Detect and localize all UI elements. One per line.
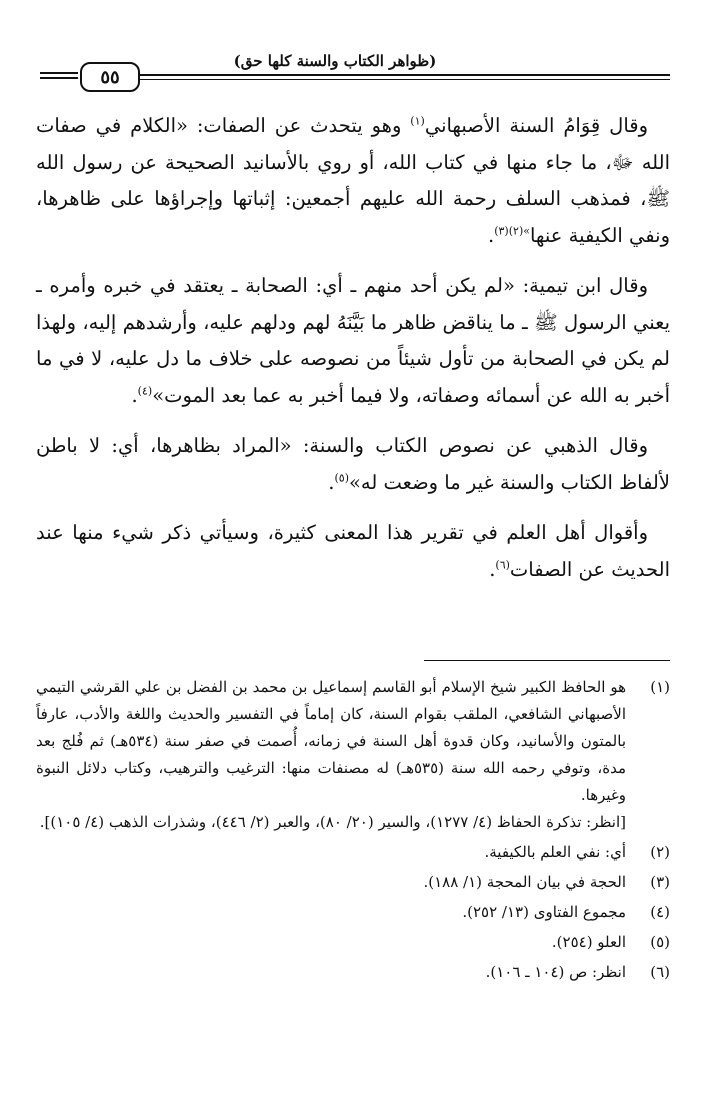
page-number-lines — [40, 72, 78, 82]
footnote-text: العلو (٢٥٤). — [551, 933, 626, 951]
paragraph-end: . — [488, 223, 495, 247]
header-rule-thin — [140, 79, 670, 80]
footnote-6 — [36, 959, 670, 986]
footnote-text: مجموع الفتاوى (١٣/ ٢٥٢). — [462, 903, 626, 921]
footnote-ref: (٦) — [495, 558, 510, 571]
page-number: ٥٥ — [80, 62, 140, 92]
footnote-ref: (١) — [410, 114, 425, 128]
footnotes — [36, 674, 670, 989]
footnote-ref: (٥) — [334, 471, 349, 484]
footnote-3 — [36, 869, 670, 896]
footnote-5 — [36, 929, 670, 956]
paragraph-text: وقال الذهبي عن نصوص الكتاب والسنة: «المراد بظاهرها، أي: لا باطن لألفاظ الكتاب والسنة غير ما وضعت له» — [36, 434, 670, 494]
running-title: (ظواهر الكتاب والسنة كلها حق) — [233, 52, 437, 70]
paragraph-4 — [36, 515, 670, 588]
paragraph-end: . — [489, 557, 496, 581]
footnote-text: انظر: ص (١٠٤ ـ ١٠٦). — [485, 963, 626, 981]
footnote-number: (٢) — [650, 843, 670, 861]
footnote-number: (٦) — [650, 963, 670, 981]
footnote-4 — [36, 899, 670, 926]
footnote-separator — [424, 660, 670, 661]
paragraph-end: . — [328, 470, 335, 494]
footnote-ref: »(٢)(٣) — [494, 224, 530, 237]
paragraph-text: وأقوال أهل العلم في تقرير هذا المعنى كثيرة، وسيأتي ذكر شيء منها عند الحديث عن الصفات — [36, 521, 670, 581]
paragraph-3 — [36, 428, 670, 501]
footnote-number: (٤) — [650, 903, 670, 921]
footnote-ref: (٤) — [137, 384, 153, 397]
paragraph-end: . — [131, 383, 138, 407]
footnote-number: (٥) — [650, 933, 670, 951]
footnote-text: هو الحافظ الكبير شيخ الإسلام أبو القاسم إسماعيل بن محمد بن الفضل بن علي القرشي التيمي الأصبهاني الشافعي، الملقب بقوام السنة، كان إماماً في التفسير والحديث واللغة والأدب، عارفاً بالمتون والأسانيد، وكان قدوة أهل السنة في زمانه، أُصمت في صفر سنة (٥٣٤هـ) ثم فُلج بعد مدة، وتوفي رحمه الله سنة (٥٣٥هـ) له مصنفات منها: الترغيب والترهيب، وكتاب دلائل النبوة وغيرها. — [36, 678, 627, 804]
footnote-number: (١) — [650, 678, 670, 696]
footnote-text: [انظر: تذكرة الحفاظ (٤/ ١٢٧٧)، والسير (٢٠/ ٨٠)، والعبر (٢/ ٤٤٦)، وشذرات الذهب (٤/ ١٠٥)]. — [39, 813, 626, 831]
footnote-number: (٣) — [650, 873, 670, 891]
page-header — [40, 48, 670, 98]
paragraph-2 — [36, 268, 670, 414]
footnote-text: الحجة في بيان المحجة (١/ ١٨٨). — [423, 873, 626, 891]
paragraph-1 — [36, 108, 670, 254]
footnote-text: أي: نفي العلم بالكيفية. — [484, 843, 626, 861]
footnote-2 — [36, 839, 670, 866]
paragraph-text: وقال ابن تيمية: «لم يكن أحد منهم ـ أي: الصحابة ـ يعتقد في خبره وأمره ـ يعني الرسول ﷺ ـ ما يناقض ظاهر ما بَيَّنَهُ لهم ودلهم عليه، وأرشدهم إليه، ولهذا لم يكن في الصحابة من تأول شيئاً من نصوصه على خلاف ما دل عليه، لا في ما أخبر به الله عن أسمائه وصفاته، ولا فيما أخبر به عما بعد الموت» — [36, 274, 670, 407]
paragraph-text: وهو يتحدث عن الصفات: «الكلام في صفات الله ﷻ، ما جاء منها في كتاب الله، أو روي بالأسانيد الصحيحة عن رسول الله ﷺ، فمذهب السلف رحمة الله عليهم أجمعين: إثباتها وإجراؤها على ظاهرها، ونفي الكيفية عنها — [36, 114, 671, 247]
paragraph-text: وقال قِوَامُ السنة الأصبهاني — [424, 114, 649, 137]
main-text — [36, 108, 670, 602]
header-rule — [140, 74, 670, 76]
footnote-1 — [36, 674, 670, 836]
